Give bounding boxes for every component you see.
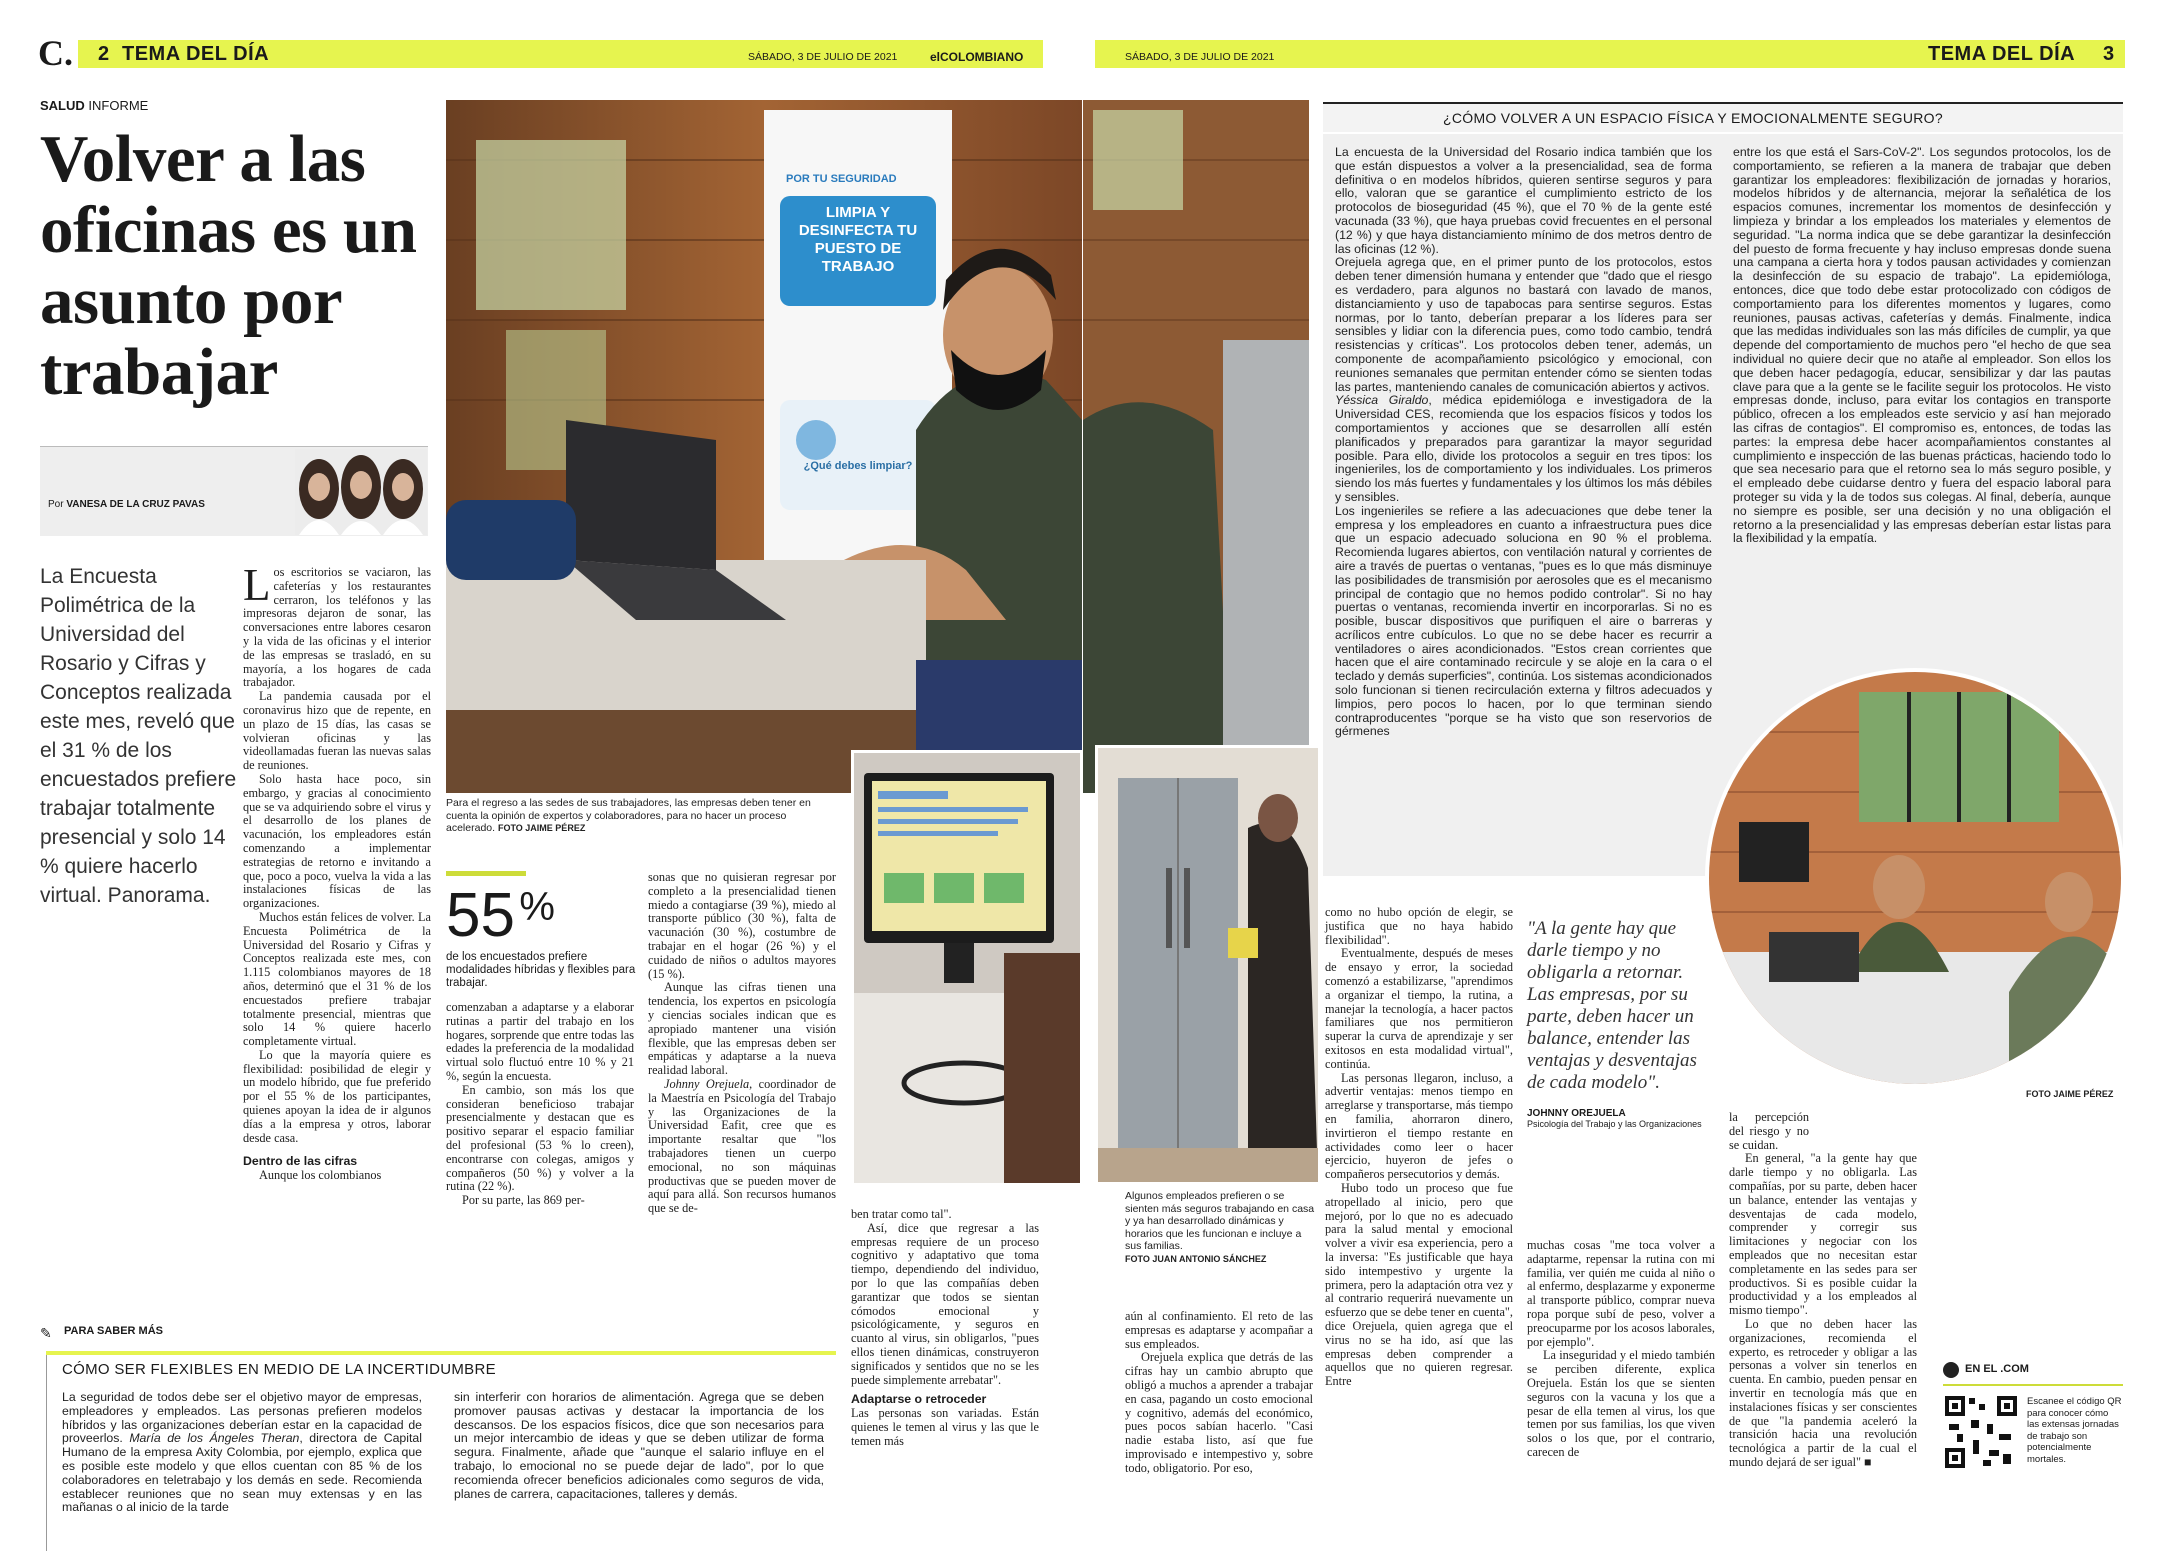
web-box bbox=[1943, 1362, 2123, 1552]
right-r1: La encuesta de la Universidad del Rosario indica también que los que están dispuestos a volver a la presencialidad, sea de forma definitiva o en modelos híbridos, quieren sentirse seguros y para ello, valoran que se garantice el cumplimiento estricto de los protocolos de bioseguridad (45 %), que el 70 % de la gente esté vacunada (33 %), que haya pruebas covid frecuentes en el personal (12 %) y que haya distanciamiento mínimo de dos metros dentro de las oficinas (12 %). bbox=[1335, 145, 1712, 256]
col-a-p3: Por su parte, las 869 per- bbox=[462, 1193, 585, 1208]
web-text: Escanee el código QR para conocer cómo las extensas jornadas de trabajo son potencialmente mortales. bbox=[2027, 1396, 2122, 1465]
photo-office-continuation bbox=[1083, 100, 1309, 793]
photo-office-cont-svg bbox=[1083, 100, 1309, 793]
stat-unit: % bbox=[519, 885, 555, 929]
photo-computer-screen bbox=[851, 750, 1083, 1186]
info-box-label: PARA SABER MÁS bbox=[64, 1325, 164, 1337]
kicker bbox=[40, 98, 148, 113]
rcol4-p1: la percepción del riesgo y no se cuidan. bbox=[1729, 1110, 1809, 1152]
photo2-caption-credit: FOTO JUAN ANTONIO SÁNCHEZ bbox=[1125, 1253, 1267, 1264]
rcol2-p3: Las personas llegaron, incluso, a advertir ventajas: menos tiempo en arreglarse y transportarse, más tiempo en familia, ahorraron dinero, invirtieron el tiempo restante en actividades como leer o hacer ejercicio, huyeron de jefes o compañeros persecutorios y demás. bbox=[1325, 1070, 1513, 1182]
rcol2-p4: Hubo todo un proceso que fue atropellado al inicio, pero que mejoró, por lo que no es adecuado para la salud mental y emocional volver a vivir esa experiencia, pero a la inversa: "Es justificable que haya sido intempestivo y urgente la primera, pero la adaptación otra vez y al contrario requerirá nuevamente un esfuerzo que se debe tener en cuenta", dice Orejuela, quien agrega que el virus no se ha ido, así que las empresas deben comprender a aquellos que no quieren regresar. Entre bbox=[1325, 1180, 1513, 1389]
byline-box bbox=[40, 446, 428, 536]
col-b-p1: sonas que no quisieran regresar por completo a la presencialidad tienen miedo a contagiarse (39 %), miedo al transporte público (30 %), falta de vacunación (30 %), costumbre de trabajar en el hogar (26 %) y el cuidado de niños o adultos mayores (15 %). bbox=[648, 870, 836, 981]
info-box-col1 bbox=[62, 1391, 422, 1515]
right-page-number: 3 bbox=[2103, 43, 2115, 65]
col1-p4: Muchos están felices de volver. La Encuesta Polimétrica de la Universidad del Rosario y Cifras y Conceptos realizada este mes, con 1.115 colombianos mayores de 18 años, determinó que el 31 % de los encuestados prefiere trabajar totalmente presencial, mientras que solo 14 % quiere hacerlo completamente virtual. bbox=[243, 909, 431, 1049]
poster-main-text: LIMPIA Y DESINFECTA TU PUESTO DE TRABAJO bbox=[798, 204, 918, 275]
info-box-title-bar bbox=[46, 1351, 836, 1355]
col1-subhead: Dentro de las cifras bbox=[243, 1154, 358, 1169]
rcol4-p3-text: Lo que no deben hacer las organizaciones, recomienda el experto, es retroceder y obligar a las personas a volver sin tenerlos en cuenta. En cambio, pueden pensar en invertir en tecnología más que en instalaciones físicas y ser conscientes de que "la pandemia aceleró la transición hacia una revolución tecnológica a partir de la cual el mundo dejará de ser igual" bbox=[1729, 1316, 1917, 1469]
info-box-col1-a: La seguridad de todos debe ser el objetivo mayor de empresas, empleadores y empleados. Las personas prefieren modelos híbridos y las organizaciones deberían estar en la capacidad de proveerlos. bbox=[62, 1390, 422, 1446]
qr-code[interactable] bbox=[1943, 1394, 2019, 1470]
info-box-col1-name: María de los Ángeles Theran bbox=[129, 1431, 300, 1446]
col-c-p1: ben tratar como tal". bbox=[851, 1207, 952, 1221]
rcol2-p2: Eventualmente, después de meses de ensayo y error, la sociedad comenzó a estabilizarse, "aprendimos a organizar el tiempo, la rutina, a manejar la tecnología, a hacer pactos familiares que nos permitieron superar la curva de aprendizaje y ser exitosos en esta modalidad virtual", continúa. bbox=[1325, 946, 1513, 1071]
photo1-caption bbox=[446, 797, 836, 835]
right-bottom-col-4 bbox=[1729, 1111, 1917, 1470]
drop-cap: L bbox=[243, 560, 271, 610]
info-box-icon: ✎ bbox=[40, 1325, 52, 1341]
right-r3: Los ingenieriles se refiere a las adecuaciones que debe tener la empresa y los empleadores en cuanto a infraestructura pues dice que un espacio adecuado soluciona en 90 % el problema. Recomienda lugares abiertos, con ventilación natural y corrientes de aire a través de puertas o ventanas, "pues es lo que más disminuye las posibilidades de transmisión por aerosoles que es el mecanismo principal de contagio que no hemos podido controlar". Si no hay puertas o ventanas, recomienda invertir en incorporarlas. Si no es posible, buscar dispositivos que purifiquen el aire o barreras y acrílicos entre cubículos. Lo que no se debe hacer es recurrir a ventiladores o aires acondicionados. "Estos crean corrientes que hacen que el aire contaminado recircule y se aloje en la cara o el teclado y demás superficies", continúa. Los sistemas acondicionados solo funcionan si tienen recirculación externa y filtros adecuados y limpios, pero pocos lo hacen, por lo que terminan siendo contraproducentes "porque se ha visto que son reservorios de gérmenes bbox=[1335, 503, 1712, 739]
col1-p6: Aunque los colombianos bbox=[259, 1168, 382, 1183]
photo-computer-svg bbox=[854, 753, 1080, 1183]
right-column-1 bbox=[1335, 146, 1712, 739]
right-r2: Orejuela agrega que, en el primer punto de los protocolos, estos deben tener dimensión humana y entender que "dado que el riesgo es verdadero, para algunos no bastará con lavado de manos, distanciamiento y uso de tapabocas para sentirse seguros. Estas normas, por lo tanto, deberían preparar a los líderes para ser sensibles y lidiar con la diferencia pues, como todo cambio, tendrá resistencias y críticas". Los protocolos deben tener, además, un componente de acompañamiento psicológico y emocional, con reuniones semanales que permitan entender cómo se sienten todas las partes, manteniendo canales de comunicación abiertos y activos. bbox=[1335, 255, 1712, 394]
drop-cap-paragraph bbox=[243, 560, 431, 690]
stat-block bbox=[446, 881, 636, 990]
poster-bottom-text: ¿Qué debes limpiar? bbox=[803, 460, 913, 472]
left-page-number: 2 bbox=[98, 43, 110, 65]
pull-quote-role: Psicología del Trabajo y las Organizaciones bbox=[1527, 1119, 1702, 1129]
rcol4-p3: Lo que no deben hacer las organizaciones, recomienda el experto, es retroceder y obligar a las personas a volver sin tenerlos en cuenta. En cambio, pueden pensar en invertir en tecnología más que en instalaciones físicas y ser conscientes de que "la pandemia aceleró la transición hacia una revolución tecnológica a partir de la cual el mundo dejará de ser igual" ■ bbox=[1729, 1316, 1917, 1469]
lead-paragraph: La Encuesta Polimétrica de la Universidad del Rosario y Cifras y Conceptos realizada este mes, reveló que el 31 % de los encuestados prefiere trabajar totalmente presencial y solo 14 % quiere hacerlo virtual. Panorama. bbox=[40, 565, 237, 907]
right-question: ¿CÓMO VOLVER A UN ESPACIO FÍSICA Y EMOCIONALMENTE SEGURO? bbox=[1443, 110, 1943, 126]
byline-author: VANESA DE LA CRUZ PAVAS bbox=[66, 499, 205, 510]
rcol2-p1: como no hubo opción de elegir, se justifica que no haya habido flexibilidad". bbox=[1325, 905, 1513, 947]
photo-office-meeting bbox=[1705, 668, 2125, 1088]
left-section-title: TEMA DEL DÍA bbox=[122, 43, 270, 65]
right-r2-name: Yéssica Giraldo bbox=[1335, 393, 1429, 408]
author-photos bbox=[295, 449, 427, 535]
left-paper-name: elCOLOMBIANO bbox=[930, 50, 1024, 64]
photo-office-svg bbox=[446, 100, 1082, 793]
byline-prefix: Por bbox=[48, 499, 64, 510]
info-box-col1-b: , directora de Capital Humano de la empresa Axity Colombia, por ejemplo, explica que es posible este modelo y que ellos cuentan con 85 % de los colaboradores en teletrabajo y los demás en sede. Recomienda establecer reuniones que no sean muy extensas y en las mañanas o al inicio de la tarde bbox=[62, 1431, 422, 1515]
web-label: EN EL .COM bbox=[1965, 1363, 2029, 1375]
col-b-p3 bbox=[648, 1078, 836, 1216]
col-c-p3: Las personas son variadas. Están quienes le temen al virus y las que le temen más bbox=[851, 1406, 1039, 1448]
rcol3-p2: La inseguridad y el miedo también se perciben diferente, explica Orejuela. Están los que se sienten seguros con la vacuna y los que a pesar de ella temen al virus, los que temen por sus familias, los que viven solos o los que, por el contrario, carecen de bbox=[1527, 1348, 1715, 1459]
right-r2b-para bbox=[1335, 394, 1712, 504]
web-rule bbox=[1943, 1384, 2123, 1386]
info-box-col2: sin interferir con horarios de alimentación. Agrega que se deben promover pausas activas y destacar la importancia de los descansos. De los espacios físicos, dice que son necesarios para un mejor intercambio de ideas y que se deben utilizar de forma segura. Finalmente, añade que "aunque el salario influye en el trabajo, lo emocional no se puede dejar de lado", por lo que recomienda ofrecer beneficios adicionales como seguros de vida, planes de carrera, capacitaciones, talleres y demás. bbox=[454, 1390, 824, 1501]
right-bottom-col-1 bbox=[1125, 1310, 1313, 1476]
info-box bbox=[40, 1321, 838, 1553]
photo-kitchen-svg bbox=[1098, 748, 1318, 1182]
web-icon bbox=[1943, 1362, 1959, 1378]
col1-p1: os escritorios se vaciaron, las cafeterías y los restaurantes cerraron, los teléfonos y las impresoras dejaron de sonar, las conversaciones entre labores cesaron y la vida de las oficinas y el interior de las empresas se trasladó, en su mayoría, a los hogares de cada trabajador. bbox=[243, 565, 431, 690]
body-column-1 bbox=[243, 560, 431, 1183]
col-b-p3-text: , coordinador de la Maestría en Psicología del Trabajo y las Organizaciones de la Universidad Eafit, cree que es importante resaltar que "los trabajadores tienen un cuerpo emocional, no son máquinas productivas que se pueden mover de aquí para allá. Son recursos humanos que se de- bbox=[648, 1076, 837, 1216]
photo1-caption-text: Para el regreso a las sedes de sus trabajadores, las empresas deben tener en cuenta la opinión de expertos y colaboradores, para no hacer un proceso acelerado. bbox=[446, 797, 811, 834]
photo2-caption-text: Algunos empleados prefieren o se sienten más seguros trabajando en casa y ya han desarrollado dinámicas y horarios que les funcionan e incluye a sus familias. bbox=[1125, 1190, 1315, 1252]
rcol1-p1: aún al confinamiento. El reto de las empresas es adaptarse y acompañar a sus empleados. bbox=[1125, 1309, 1313, 1351]
stat-number: 55 bbox=[446, 881, 515, 950]
photo-home-kitchen bbox=[1095, 745, 1321, 1185]
left-date: SÁBADO, 3 DE JULIO DE 2021 bbox=[748, 51, 898, 63]
stat-rule bbox=[446, 871, 526, 876]
right-date: SÁBADO, 3 DE JULIO DE 2021 bbox=[1125, 51, 1275, 63]
rcol1-p2: Orejuela explica que detrás de las cifras hay un cambio abrupto que obligó a muchos a aprender a trabajar en casa, pagando un costo emocional y cognitivo, además del económico, pues pocos sabían hacerlo. "Casi nadie estaba listo, así que fue improvisado e intempestivo y, sobre todo, obligatorio. Por eso, bbox=[1125, 1350, 1313, 1475]
poster-top-text: POR TU SEGURIDAD bbox=[786, 173, 897, 185]
col-b-expert-name: Johnny Orejuela bbox=[664, 1076, 750, 1091]
col-c-subhead: Adaptarse o retroceder bbox=[851, 1392, 987, 1407]
body-column-c bbox=[851, 1208, 1039, 1449]
photo1-caption-credit: FOTO JAIME PÉREZ bbox=[497, 823, 586, 833]
info-box-title: CÓMO SER FLEXIBLES EN MEDIO DE LA INCERTIDUMBRE bbox=[62, 1361, 496, 1378]
left-logo: C. bbox=[38, 33, 73, 73]
col-b-p2: Aunque las cifras tienen una tendencia, los expertos en psicología y ciencias sociales indican que es apropiado mantener una visión flexible, que las empresas deben ser empáticas y adaptarse a la nueva realidad laboral. bbox=[648, 980, 836, 1078]
right-page bbox=[1083, 0, 2166, 1554]
col1-p3: Solo hasta hace poco, sin embargo, y gracias al conocimiento que se va adquiriendo sobre el virus y el desarrollo de los planes de vacunación, los empleadores están comenzando a implementar estrategias de retorno e invitando a que, poco a poco, vuelva la vida a las instalaciones físicas de las organizaciones. bbox=[243, 771, 431, 911]
pull-quote bbox=[1527, 918, 1715, 1129]
col1-p5: Lo que la mayoría quiere es flexibilidad: posibilidad de elegir y un modelo híbrido, que fue preferido por el 55 % de los participantes, quienes apoyan la idea de ir algunos días a la empresa y otros, laborar desde casa. bbox=[243, 1047, 431, 1145]
byline bbox=[48, 499, 205, 510]
right-column-2: entre los que está el Sars-CoV-2". Los segundos protocolos, los de comportamiento, se refieren a la manera de trabajar que deben garantizar los empleadores: flexibilización de jornadas y horarios, modelos híbridos y de alternancia, mejorar la señalética de los espacios comunes, incrementar los momentos de desinfección y limpieza y brindar a los empleados los materiales y elementos de seguridad. "La norma indica que se debe garantizar la desinfección del puesto de forma frecuente y hay incluso empresas donde suena una campana a cierta hora y todos pausan actividades y comienzan la desinfección de su espacio de trabajo". La epidemióloga, entonces, dice que todo debe estar protocolizado con códigos de comportamiento para los diferentes momentos y lugares, como reuniones, pausas activas, cafeterías y demás. Finalmente, indica que las medidas individuales son las más difíciles de cumplir, ya que depende del comportamiento de muchos pero "el hecho de que sea individual no quiere decir que no atañe al empleador. Son ellos los que deben hacer pedagogía, educar, sensibilizar y dar las pautas clave para que a la gente se le facilite seguir los protocolos. He visto empresas donde, incluso, para evitar los contagios en transporte público, ofrecen a los empleados este servicio y así han mejorado las cifras de contagios". El compromiso es, entonces, de todas las partes: la empresa debe hacer acompañamientos constantes al cumplimiento e inspección de las buenas prácticas, haciendo todo lo que sea necesario para que el retorno sea lo más seguro posible, y el empleado debe cuidarse dentro y fuera del espacio laboral para proteger su vida y la de todos sus colegas. Al final, debería, aunque no siempre es posible, ser una decisión y no una obligación el retorno a la presencialidad y las empresas deberían estar listas para la flexibilidad y la empatía. bbox=[1733, 145, 2111, 546]
photo-meeting-svg bbox=[1709, 672, 2121, 1084]
pull-quote-name: JOHNNY OREJUELA bbox=[1527, 1108, 1626, 1119]
photo-office-worker bbox=[446, 100, 1082, 793]
col-a-p2: En cambio, son más los que consideran beneficioso trabajar presencialmente y destacan que es positivo separar el espacio familiar del profesional (53 % lo creen), encontrarse con colegas, amigos y compañeros (50 %) y volver a la rutina (22 %). bbox=[446, 1082, 634, 1194]
kicker-section: SALUD bbox=[40, 98, 85, 113]
rcol4-p2: En general, "a la gente hay que darle tiempo y no obligarla. Las compañías, por su parte, deben hacer un balance, entender las ventajas y desventajas de cada modelo, comprender y corregir sus limitaciones y negociar con los empleados que no necesitan estar completamente en las sedes para ser productivos. Si es posible cuidar la productividad y a los empleados al mismo tiempo". bbox=[1729, 1151, 1917, 1318]
col-a-p1: comenzaban a adaptarse y a elaborar rutinas a partir del trabajo en los hogares, sorprende que entre todas las edades la preferencia de la modalidad virtual solo fluctuó entre 10 % y 21 %, según la encuesta. bbox=[446, 1000, 634, 1083]
headline: Volver a las oficinas es un asunto por trabajar bbox=[40, 122, 417, 409]
stat-text: de los encuestados prefiere modalidades híbridas y flexibles para trabajar. bbox=[446, 951, 636, 989]
right-bottom-col-3 bbox=[1527, 1239, 1715, 1460]
right-section-title: TEMA DEL DÍA bbox=[1928, 43, 2076, 65]
body-column-a bbox=[446, 1001, 634, 1208]
photo2-caption bbox=[1125, 1190, 1315, 1265]
right-bottom-col-2 bbox=[1325, 906, 1513, 1389]
rcol3-p1: muchas cosas "me toca volver a adaptarme, repensar la rutina con mi familia, ver quién me cuida al niño o al enfermo, desplazarme y exponerme al transporte público, comprar nueva ropa porque subí de peso, volver a preocuparme por los acosos laborales, por ejemplo". bbox=[1527, 1238, 1715, 1349]
pull-quote-text: "A la gente hay que darle tiempo y no obligarla a retornar. Las empresas, por su parte, deben hacer un balance, entender las ventajas y desventajas de cada modelo". bbox=[1527, 918, 1697, 1093]
col-c-p2: Así, dice que regresar a las empresas requiere de un proceso cognitivo y adaptativo que toma tiempo, dependiendo del individuo, por lo que las compañías deben garantizar que todos se sientan cómodos emocional y psicológicamente, y seguros en cuanto al virus, sin obligarlos, "pues ellos tienen dinámicas, construyeron significados y sentidos que no se les puede simplemente arrebatar". bbox=[851, 1220, 1039, 1387]
kicker-type: INFORME bbox=[88, 98, 149, 113]
right-r2b: , médica epidemióloga e investigadora de la Universidad CES, recomienda que los espacios físicos y todos los comportamientos y acciones que se desarrollen allí estén planificados y preparados para garantizar la mayor seguridad posible. Para ello, divide los protocolos a seguir en tres tipos: los ingenieriles, los de comportamiento y los individuales. Los primeros siendo los más fuertes y fundamentales y los últimos los más débiles y sensibles. bbox=[1335, 393, 1712, 504]
body-column-b bbox=[648, 871, 836, 1216]
photo3-credit: FOTO JAIME PÉREZ bbox=[2026, 1089, 2114, 1099]
col1-p2: La pandemia causada por el coronavirus hizo que de repente, en un plazo de 15 días, las casas se volvieran oficinas y las videollamadas fueran las nuevas salas de reuniones. bbox=[243, 689, 431, 773]
